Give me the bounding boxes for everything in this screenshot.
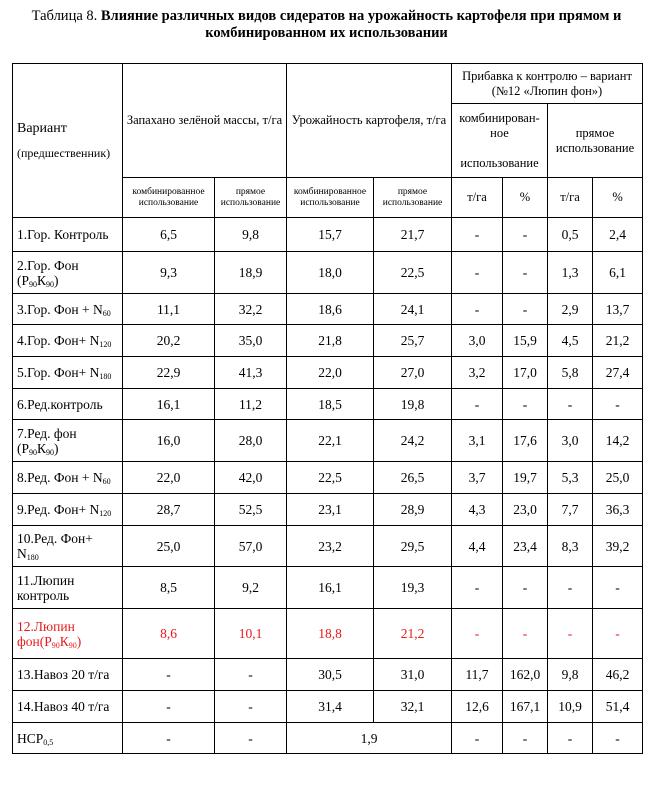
cell: - — [593, 389, 643, 420]
table-row — [13, 294, 643, 325]
cell: 23,4 — [503, 526, 548, 567]
cell: - — [215, 691, 287, 723]
data-table — [12, 63, 643, 754]
header-increase: Прибавка к контролю – вариант (№12 «Люпин фон») — [452, 64, 643, 104]
cell: 19,7 — [503, 462, 548, 494]
cell: - — [593, 723, 643, 754]
cell: 30,5 — [287, 659, 374, 691]
cell: 24,2 — [374, 420, 452, 462]
cell: 8,5 — [123, 567, 215, 609]
cell: 15,9 — [503, 325, 548, 357]
cell: 36,3 — [593, 494, 643, 526]
cell: 23,0 — [503, 494, 548, 526]
row-variant: 4.Гор. $Фон+ N_{120}$ — [13, 325, 123, 357]
cell: - — [503, 723, 548, 754]
cell: 32,1 — [374, 691, 452, 723]
cell: 15,7 — [287, 218, 374, 252]
cell: - — [215, 723, 287, 754]
table-row — [13, 252, 643, 294]
row-variant: 1.Гор. Контроль — [13, 218, 123, 252]
table-row — [13, 462, 643, 494]
cell: 20,2 — [123, 325, 215, 357]
cell: 41,3 — [215, 357, 287, 389]
table-row-highlighted — [13, 609, 643, 659]
row-variant: 2.Гор. Фон $(Р_{90}К_{90})$ — [13, 252, 123, 294]
cell: 17,0 — [503, 357, 548, 389]
subheader-direct-pct: % — [593, 178, 643, 218]
cell: 11,2 — [215, 389, 287, 420]
cell: 46,2 — [593, 659, 643, 691]
row-variant: 5.Гор. $Фон+ N_{180}$ — [13, 357, 123, 389]
cell: 4,3 — [452, 494, 503, 526]
cell: 3,1 — [452, 420, 503, 462]
table-row — [13, 526, 643, 567]
row-variant: $НСР_{0,5}$ — [13, 723, 123, 754]
cell: - — [548, 723, 593, 754]
cell: - — [452, 567, 503, 609]
subheader-green-combined: комбинированное использование — [123, 178, 215, 218]
cell: 9,2 — [215, 567, 287, 609]
cell: - — [452, 723, 503, 754]
cell: 6,1 — [593, 252, 643, 294]
cell: 19,8 — [374, 389, 452, 420]
cell: - — [452, 389, 503, 420]
cell: 0,5 — [548, 218, 593, 252]
subheader-combined-tha: т/га — [452, 178, 503, 218]
header-yield: Урожайность картофеля, т/га — [287, 64, 452, 178]
cell: 16,1 — [123, 389, 215, 420]
cell: 18,0 — [287, 252, 374, 294]
cell: 2,9 — [548, 294, 593, 325]
cell: 11,7 — [452, 659, 503, 691]
cell: 10,1 — [215, 609, 287, 659]
cell: - — [503, 609, 548, 659]
cell: 9,8 — [215, 218, 287, 252]
caption-number: Таблица 8. — [31, 8, 98, 24]
cell: - — [452, 218, 503, 252]
cell: 35,0 — [215, 325, 287, 357]
cell: 9,8 — [548, 659, 593, 691]
cell: 19,3 — [374, 567, 452, 609]
cell: - — [123, 723, 215, 754]
cell: - — [452, 294, 503, 325]
cell: 18,9 — [215, 252, 287, 294]
cell: - — [503, 567, 548, 609]
cell: 18,6 — [287, 294, 374, 325]
cell: 3,7 — [452, 462, 503, 494]
cell: 8,3 — [548, 526, 593, 567]
cell: 5,8 — [548, 357, 593, 389]
table-row — [13, 567, 643, 609]
cell: 23,2 — [287, 526, 374, 567]
cell: - — [123, 659, 215, 691]
cell: 22,0 — [287, 357, 374, 389]
row-variant: 6.Ред.контроль — [13, 389, 123, 420]
cell: - — [123, 691, 215, 723]
cell: 39,2 — [593, 526, 643, 567]
cell: 1,3 — [548, 252, 593, 294]
cell: 13,7 — [593, 294, 643, 325]
cell: 29,5 — [374, 526, 452, 567]
cell: - — [452, 252, 503, 294]
cell: 31,0 — [374, 659, 452, 691]
subheader-direct-tha: т/га — [548, 178, 593, 218]
cell: 28,9 — [374, 494, 452, 526]
cell: 22,9 — [123, 357, 215, 389]
cell: 6,5 — [123, 218, 215, 252]
cell: 25,0 — [593, 462, 643, 494]
cell: 3,2 — [452, 357, 503, 389]
row-variant: 10.Ред. Фон+ $N_{180}$ — [13, 526, 123, 567]
cell: 57,0 — [215, 526, 287, 567]
cell: 7,7 — [548, 494, 593, 526]
cell: - — [503, 252, 548, 294]
caption-text: Влияние различных видов сидератов на урожайность картофеля при прямом и комбинированном их использовании — [100, 8, 622, 41]
cell: 16,1 — [287, 567, 374, 609]
row-variant: 13.Навоз 20 т/га — [13, 659, 123, 691]
subheader-yield-combined: комбинированное использование — [287, 178, 374, 218]
cell: - — [452, 609, 503, 659]
cell: - — [548, 389, 593, 420]
table-row — [13, 420, 643, 462]
cell: 11,1 — [123, 294, 215, 325]
cell: 22,0 — [123, 462, 215, 494]
table-row — [13, 389, 643, 420]
row-variant: 3.Гор. Фон + $N_{60}$ — [13, 294, 123, 325]
cell: 17,6 — [503, 420, 548, 462]
header-combined: комбинирован- ное использование — [452, 104, 548, 178]
cell: 24,1 — [374, 294, 452, 325]
subheader-yield-direct: прямое использование — [374, 178, 452, 218]
cell: 27,0 — [374, 357, 452, 389]
cell: 162,0 — [503, 659, 548, 691]
cell: 16,0 — [123, 420, 215, 462]
row-variant: 7.Ред. фон $(Р_{90}К_{90})$ — [13, 420, 123, 462]
cell: 21,2 — [374, 609, 452, 659]
subheader-green-direct: прямое использование — [215, 178, 287, 218]
cell: - — [593, 609, 643, 659]
cell: 26,5 — [374, 462, 452, 494]
cell: 31,4 — [287, 691, 374, 723]
cell: 4,4 — [452, 526, 503, 567]
header-direct: прямое использование — [548, 104, 643, 178]
cell: 22,1 — [287, 420, 374, 462]
header-green-mass: Запахано зелёной массы, т/га — [123, 64, 287, 178]
cell: 4,5 — [548, 325, 593, 357]
cell: 52,5 — [215, 494, 287, 526]
cell: - — [548, 609, 593, 659]
cell: - — [503, 294, 548, 325]
cell: 2,4 — [593, 218, 643, 252]
cell: 10,9 — [548, 691, 593, 723]
row-variant: 11.Люпин контроль — [13, 567, 123, 609]
header-variant: Вариант (предшественник) — [13, 64, 123, 218]
row-variant: 12.Люпин $фон(Р_{90}К_{90})$ — [13, 609, 123, 659]
cell: 42,0 — [215, 462, 287, 494]
cell: 18,5 — [287, 389, 374, 420]
row-variant: 14.Навоз 40 т/га — [13, 691, 123, 723]
subheader-combined-pct: % — [503, 178, 548, 218]
cell: 21,7 — [374, 218, 452, 252]
table-row — [13, 494, 643, 526]
cell: - — [593, 567, 643, 609]
row-variant: 9.Ред. $Фон+ N_{120}$ — [13, 494, 123, 526]
cell: 28,7 — [123, 494, 215, 526]
row-variant: 8.Ред. Фон + $N_{60}$ — [13, 462, 123, 494]
cell: 9,3 — [123, 252, 215, 294]
cell: - — [548, 567, 593, 609]
table-row — [13, 325, 643, 357]
cell: 25,7 — [374, 325, 452, 357]
cell: 1,9 — [287, 723, 452, 754]
cell: 22,5 — [374, 252, 452, 294]
cell: 21,2 — [593, 325, 643, 357]
table-row — [13, 691, 643, 723]
cell: 51,4 — [593, 691, 643, 723]
table-row-lsd — [13, 723, 643, 754]
cell: 21,8 — [287, 325, 374, 357]
cell: 28,0 — [215, 420, 287, 462]
cell: 5,3 — [548, 462, 593, 494]
cell: - — [503, 218, 548, 252]
table-row — [13, 659, 643, 691]
cell: 167,1 — [503, 691, 548, 723]
cell: 32,2 — [215, 294, 287, 325]
cell: - — [215, 659, 287, 691]
cell: 14,2 — [593, 420, 643, 462]
cell: 23,1 — [287, 494, 374, 526]
table-caption — [0, 8, 653, 42]
cell: 25,0 — [123, 526, 215, 567]
cell: 22,5 — [287, 462, 374, 494]
table-row — [13, 357, 643, 389]
cell: 8,6 — [123, 609, 215, 659]
cell: - — [503, 389, 548, 420]
cell: 18,8 — [287, 609, 374, 659]
table-row — [13, 218, 643, 252]
cell: 27,4 — [593, 357, 643, 389]
cell: 3,0 — [452, 325, 503, 357]
cell: 12,6 — [452, 691, 503, 723]
cell: 3,0 — [548, 420, 593, 462]
